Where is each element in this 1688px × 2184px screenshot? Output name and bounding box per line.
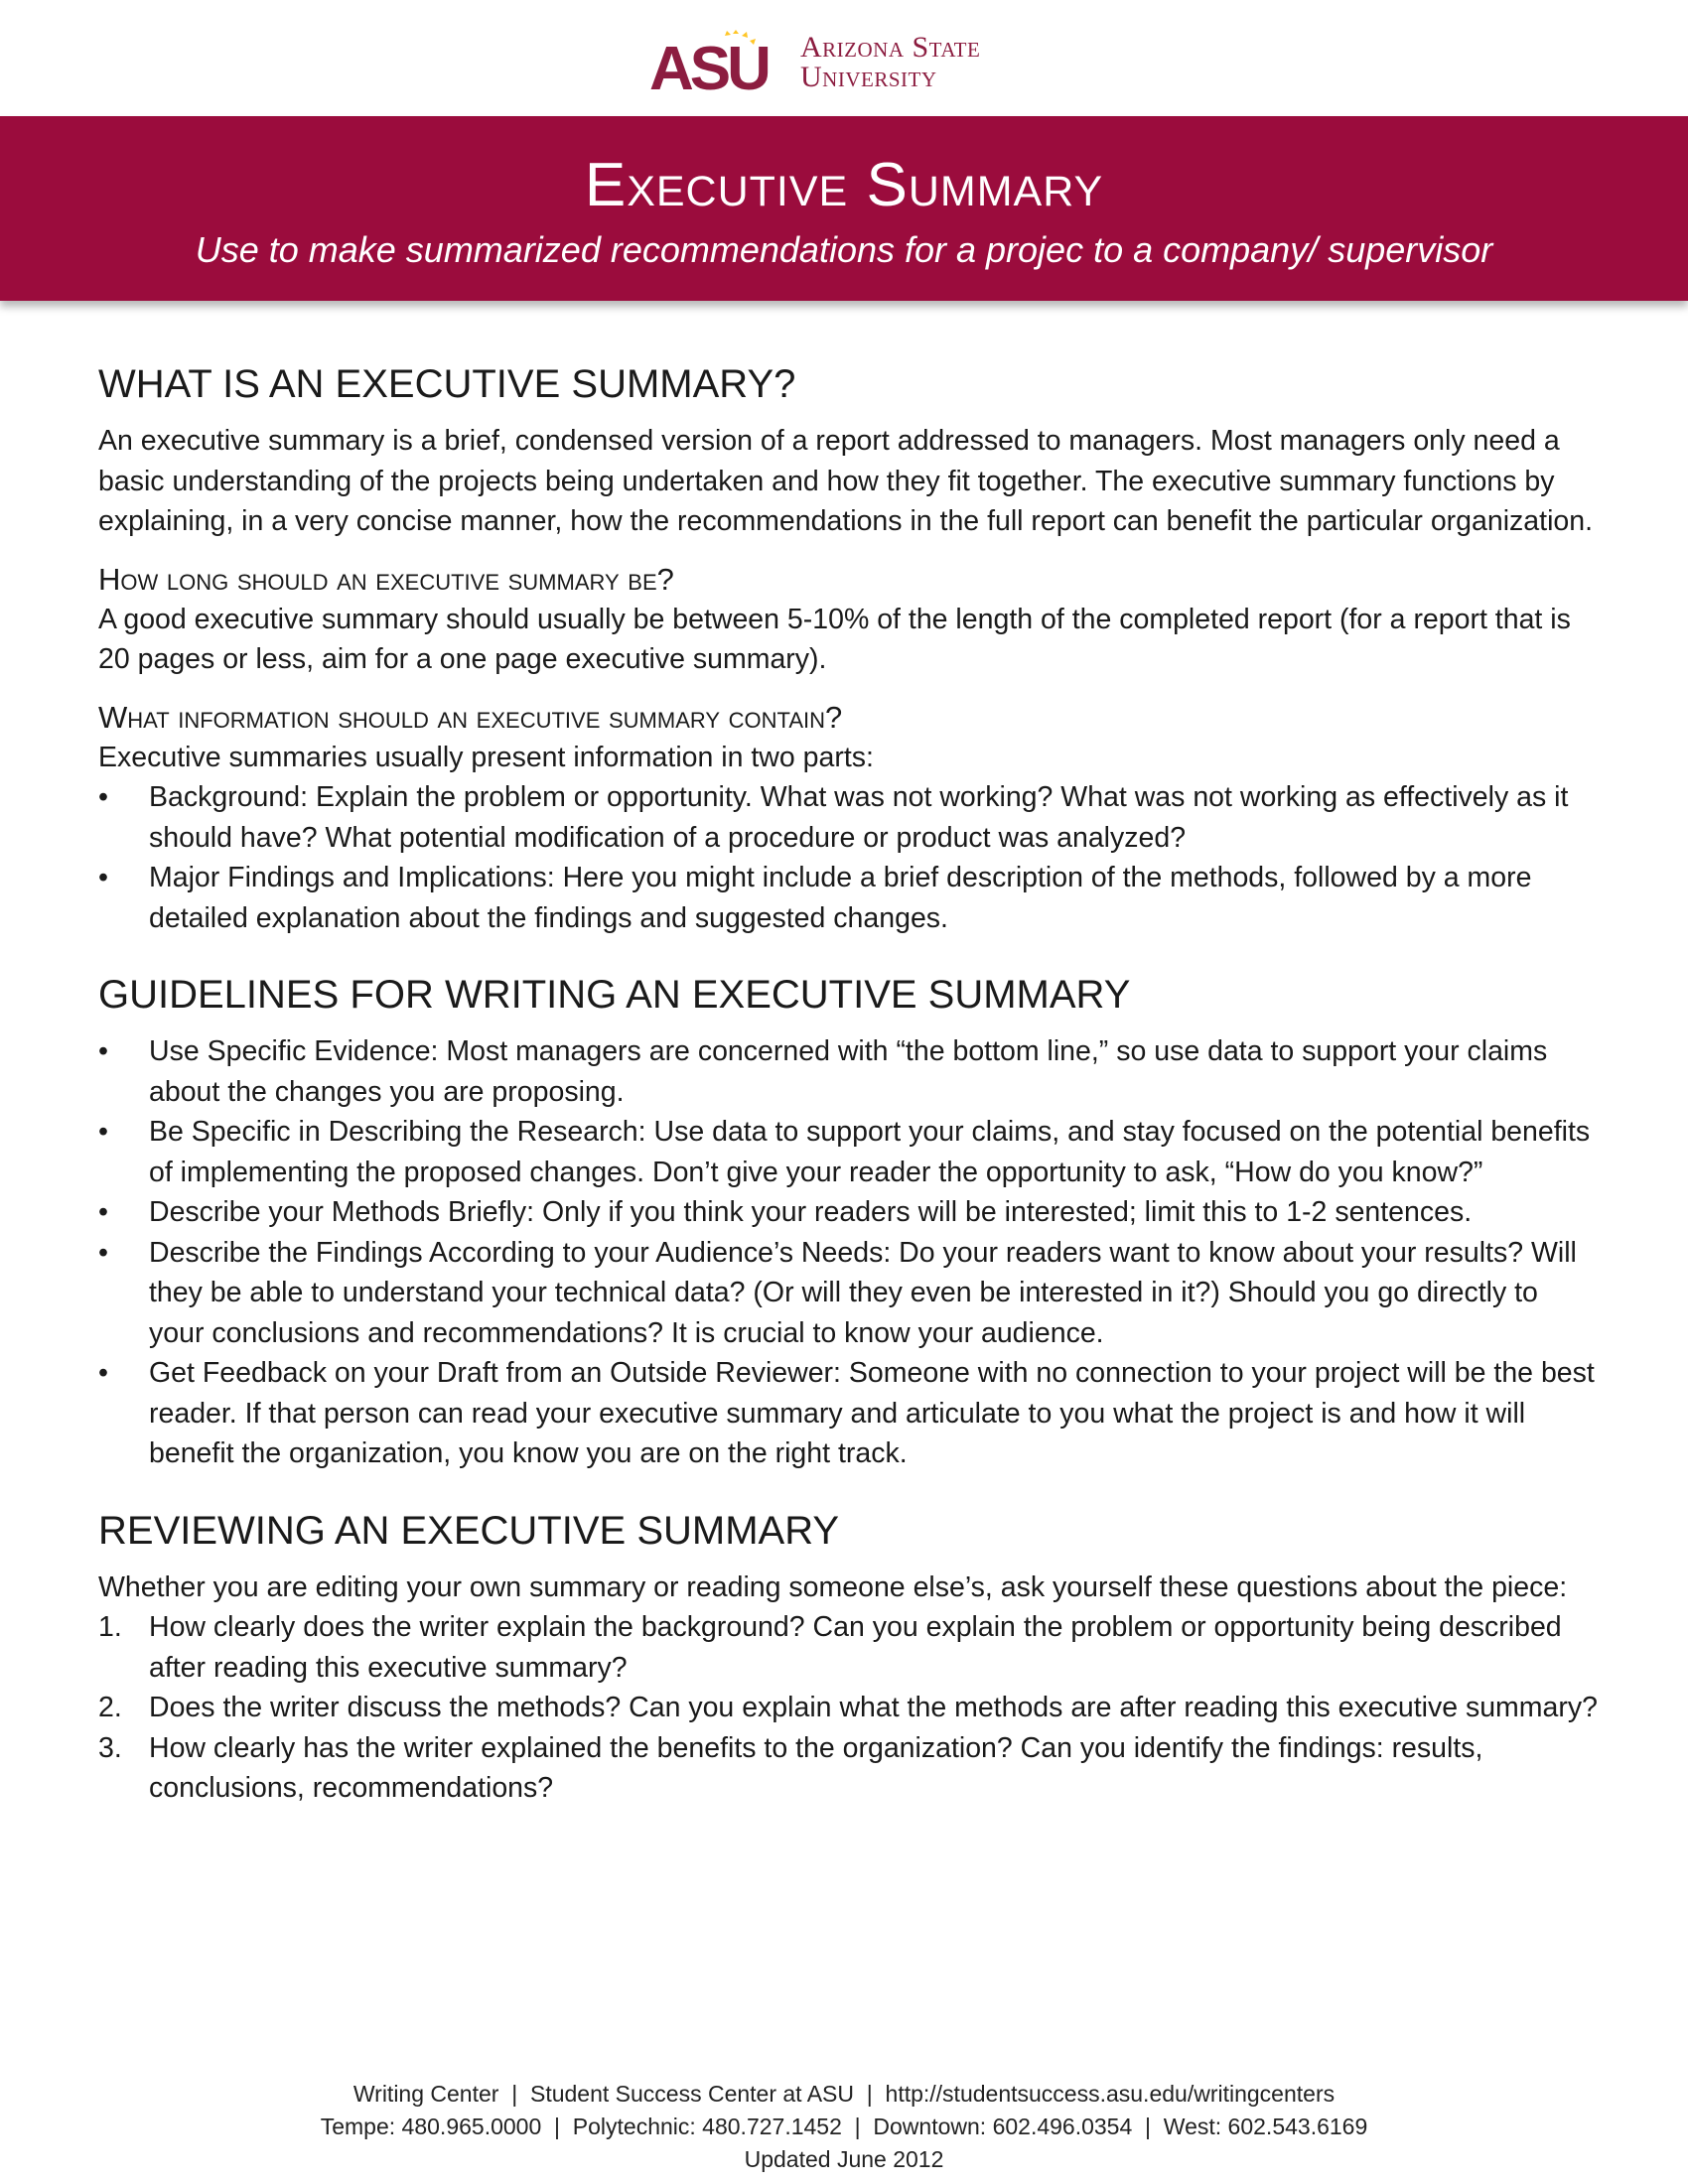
list-item	[98, 1192, 1598, 1233]
list-item-text: How clearly does the writer explain the background? Can you explain the problem or opportunity being described after reading this executive summary?	[149, 1611, 1562, 1684]
bullet-icon: •	[98, 1116, 108, 1148]
list-item	[98, 1353, 1598, 1474]
asu-logo	[647, 28, 980, 97]
list-item	[98, 1031, 1598, 1112]
list-number: 1.	[98, 1611, 122, 1643]
page-title: Executive Summary	[584, 151, 1104, 219]
title-banner	[0, 116, 1688, 301]
list-item-text: Major Findings and Implications: Here you might include a brief description of the methods, followed by a more detailed explanation about the findings and suggested changes.	[149, 862, 1532, 934]
asu-mark-text: ASU	[649, 35, 768, 95]
list-item	[98, 1233, 1598, 1354]
list-item-text: Describe your Methods Briefly: Only if you think your readers will be interested; limit this to 1-2 sentences.	[149, 1196, 1473, 1228]
list-number: 2.	[98, 1692, 122, 1723]
list-item-text: Get Feedback on your Draft from an Outside Reviewer: Someone with no connection to your project will be the best reader. If that person can read your executive summary and articulate to you what the project is and how it will benefit the organization, you know you are on the right track.	[149, 1357, 1595, 1469]
page-subtitle: Use to make summarized recommendations for a projec to a company/ supervisor	[195, 229, 1493, 270]
bullet-icon: •	[98, 1236, 108, 1269]
list-item-text: How clearly has the writer explained the benefits to the organization? Can you identify the findings: results, conclusions, recommendations?	[149, 1731, 1483, 1804]
reviewing-intro: Whether you are editing your own summary or reading someone else’s, ask yourself these questions about the piece:	[98, 1570, 1568, 1603]
list-item	[98, 858, 1598, 938]
list-item-text: Be Specific in Describing the Research: Use data to support your claims, and stay focused on the potential benefits of implementing the proposed changes. Don’t give your reader the opportunity to ask, “How do you know?”	[149, 1116, 1591, 1188]
wordmark-line1: Arizona State	[800, 31, 981, 64]
bullet-icon: •	[98, 1035, 108, 1067]
list-item	[98, 1112, 1598, 1192]
subheading-what-info: What information should an executive summary contain?	[98, 699, 843, 735]
list-number: 3.	[98, 1731, 122, 1764]
list-item	[98, 1607, 1598, 1688]
university-wordmark	[800, 33, 980, 92]
wordmark-line2: University	[800, 61, 937, 93]
what-info-intro: Executive summaries usually present information in two parts:	[98, 741, 874, 773]
reviewing-numbered-list	[98, 1607, 1598, 1809]
list-item-text: Describe the Findings According to your Audience’s Needs: Do your readers want to know about your results? Will they be able to understand your technical data? (Or will they even be interested in it?) Should you go directly to your conclusions and recommendations? It is crucial to know your audience.	[149, 1236, 1577, 1349]
how-long-paragraph: A good executive summary should usually be between 5-10% of the length of the completed report (for a report that is 20 pages or less, aim for a one page executive summary).	[98, 603, 1571, 675]
document-body	[98, 359, 1598, 1809]
list-item	[98, 1688, 1598, 1728]
subheading-how-long: How long should an executive summary be?	[98, 561, 674, 597]
list-item-text: Background: Explain the problem or opportunity. What was not working? What was not working as effectively as it should have? What potential modification of a procedure or product was analyzed?	[149, 781, 1569, 854]
section-heading-guidelines: GUIDELINES FOR WRITING AN EXECUTIVE SUMMARY	[98, 973, 1131, 1017]
section-heading-reviewing: REVIEWING AN EXECUTIVE SUMMARY	[98, 1508, 840, 1553]
footer-line-contact: Writing Center | Student Success Center at ASU | http://studentsuccess.asu.edu/writingcenters	[352, 2081, 1336, 2107]
list-item-text: Does the writer discuss the methods? Can you explain what the methods are after reading this executive summary?	[149, 1692, 1598, 1723]
list-item	[98, 1728, 1598, 1809]
list-item	[98, 777, 1598, 858]
section-heading-what-is: WHAT IS AN EXECUTIVE SUMMARY?	[98, 362, 796, 406]
asu-sunburst-mark	[647, 30, 794, 95]
page-footer	[0, 2078, 1688, 2176]
guidelines-bullet-list	[98, 1031, 1598, 1474]
list-item-text: Use Specific Evidence: Most managers are concerned with “the bottom line,” so use data to support your claims about the changes you are proposing.	[149, 1035, 1548, 1108]
footer-line-phones: Tempe: 480.965.0000 | Polytechnic: 480.727.1452 | Downtown: 602.496.0354 | West: 602.543.6169	[320, 2114, 1368, 2139]
bullet-icon: •	[98, 862, 108, 893]
bullet-icon: •	[98, 1196, 108, 1228]
bullet-icon: •	[98, 781, 108, 813]
footer-line-updated: Updated June 2012	[744, 2146, 944, 2172]
what-is-paragraph: An executive summary is a brief, condensed version of a report addressed to managers. Most managers only need a basic understanding of the projects being undertaken and how they fit together. The executive summary functions by explaining, in a very concise manner, how the recommendations in the full report can benefit the particular organization.	[98, 425, 1594, 537]
bullet-icon: •	[98, 1357, 108, 1389]
what-info-bullet-list	[98, 777, 1598, 938]
